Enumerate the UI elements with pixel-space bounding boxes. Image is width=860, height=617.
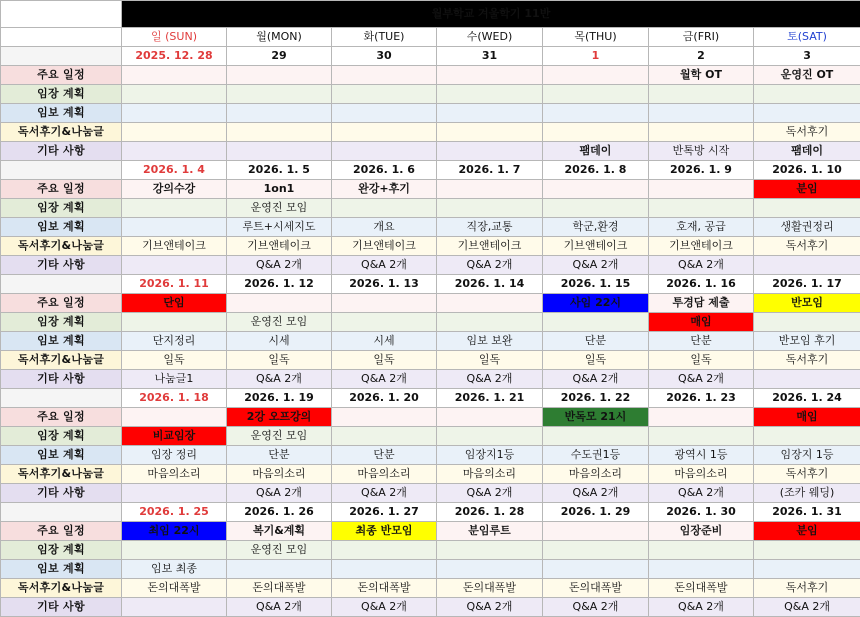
corner-cell[interactable] [1,1,122,28]
date-cell[interactable]: 31 [437,47,543,66]
schedule-cell[interactable]: 반모임 후기 [754,332,860,351]
date-cell[interactable]: 2026. 1. 4 [122,161,227,180]
schedule-cell[interactable] [754,313,860,332]
schedule-cell[interactable]: Q&A 2개 [227,256,332,275]
schedule-cell[interactable]: Q&A 2개 [227,598,332,617]
schedule-cell[interactable] [437,408,543,427]
schedule-cell[interactable]: Q&A 2개 [332,598,437,617]
day-header-sun[interactable]: 일 (SUN) [122,28,227,47]
schedule-cell[interactable] [332,123,437,142]
misc-row [1,142,860,161]
schedule-cell[interactable]: 반독모 21시 [543,408,649,427]
schedule-cell[interactable] [754,104,860,123]
schedule-cell[interactable] [122,256,227,275]
row-label[interactable]: 기타 사항 [1,484,122,503]
row-label[interactable]: 임장 계획 [1,427,122,446]
schedule-cell[interactable]: 돈의대폭발 [543,579,649,598]
schedule-cell[interactable]: 시세 [227,332,332,351]
schedule-cell[interactable] [122,484,227,503]
schedule-cell[interactable]: 독서후기 [754,579,860,598]
schedule-cell[interactable] [543,104,649,123]
schedule-cell[interactable]: Q&A 2개 [332,484,437,503]
date-cell[interactable]: 2026. 1. 28 [437,503,543,522]
schedule-cell[interactable] [122,85,227,104]
week-date-row [1,161,860,180]
schedule-cell[interactable]: 투경담 제출 [649,294,754,313]
row-label[interactable]: 기타 사항 [1,142,122,161]
date-cell[interactable]: 2026. 1. 10 [754,161,860,180]
book-review-row [1,579,860,598]
schedule-cell[interactable] [122,408,227,427]
date-cell[interactable]: 2026. 1. 25 [122,503,227,522]
schedule-cell[interactable]: 임장지 1등 [754,446,860,465]
schedule-cell[interactable] [649,104,754,123]
date-row-label[interactable] [1,47,122,66]
schedule-cell[interactable]: 기브앤테이크 [543,237,649,256]
schedule-cell[interactable]: 수도권1등 [543,446,649,465]
schedule-cell[interactable]: Q&A 2개 [754,598,860,617]
date-cell[interactable]: 2026. 1. 27 [332,503,437,522]
schedule-cell[interactable]: 기브앤테이크 [332,237,437,256]
row-label[interactable]: 독서후기&나눔글 [1,465,122,484]
date-cell[interactable]: 2026. 1. 20 [332,389,437,408]
schedule-cell[interactable]: 운영진 모임 [227,199,332,218]
schedule-cell[interactable]: 운영진 모임 [227,313,332,332]
row-label[interactable]: 주요 일정 [1,408,122,427]
date-cell[interactable]: 2026. 1. 6 [332,161,437,180]
schedule-cell[interactable]: Q&A 2개 [437,598,543,617]
schedule-cell[interactable] [122,142,227,161]
row-label[interactable]: 임장 계획 [1,85,122,104]
schedule-cell[interactable] [332,142,437,161]
week-date-row [1,503,860,522]
schedule-cell[interactable]: 팸데이 [543,142,649,161]
schedule-cell[interactable]: 1on1 [227,180,332,199]
schedule-cell[interactable]: 사임 22시 [543,294,649,313]
schedule-cell[interactable]: 최종 반모임 [332,522,437,541]
schedule-cell[interactable]: 일독 [227,351,332,370]
schedule-cell[interactable]: 일독 [649,351,754,370]
date-cell[interactable]: 2026. 1. 24 [754,389,860,408]
row-label[interactable]: 주요 일정 [1,180,122,199]
row-label[interactable]: 기타 사항 [1,598,122,617]
book-review-row [1,465,860,484]
schedule-cell[interactable] [543,427,649,446]
schedule-cell[interactable] [332,541,437,560]
schedule-cell[interactable]: Q&A 2개 [543,370,649,389]
schedule-cell[interactable]: 마음의소리 [649,465,754,484]
date-cell[interactable]: 2026. 1. 12 [227,275,332,294]
schedule-cell[interactable]: 분임 [754,522,860,541]
row-label[interactable]: 독서후기&나눔글 [1,351,122,370]
date-cell[interactable]: 2026. 1. 5 [227,161,332,180]
schedule-cell[interactable]: 운영진 모임 [227,427,332,446]
schedule-cell[interactable]: 단분 [227,446,332,465]
day-header-mon[interactable]: 월(MON) [227,28,332,47]
schedule-cell[interactable]: 독서후기 [754,351,860,370]
report-plan-row [1,446,860,465]
row-label[interactable]: 기타 사항 [1,256,122,275]
date-row-label[interactable] [1,161,122,180]
schedule-cell[interactable]: 마음의소리 [543,465,649,484]
schedule-cell[interactable]: Q&A 2개 [543,484,649,503]
schedule-cell[interactable]: 호재, 공급 [649,218,754,237]
schedule-cell[interactable] [437,142,543,161]
day-header-tue[interactable]: 화(TUE) [332,28,437,47]
row-label[interactable]: 임보 계획 [1,104,122,123]
schedule-cell[interactable] [543,66,649,85]
schedule-cell[interactable] [122,199,227,218]
misc-row [1,484,860,503]
schedule-cell[interactable] [227,66,332,85]
row-label[interactable]: 기타 사항 [1,370,122,389]
date-cell[interactable]: 2026. 1. 7 [437,161,543,180]
field-plan-row [1,199,860,218]
schedule-cell[interactable]: 기브앤테이크 [437,237,543,256]
row-label[interactable]: 임보 계획 [1,332,122,351]
row-label[interactable]: 임보 계획 [1,446,122,465]
schedule-cell[interactable] [649,123,754,142]
schedule-cell[interactable]: 일독 [332,351,437,370]
schedule-cell[interactable] [332,294,437,313]
date-cell[interactable]: 2025. 12. 28 [122,47,227,66]
schedule-cell[interactable]: 직장,교통 [437,218,543,237]
schedule-cell[interactable]: 단분 [543,332,649,351]
schedule-cell[interactable] [649,85,754,104]
schedule-cell[interactable] [332,560,437,579]
schedule-cell[interactable] [649,560,754,579]
schedule-cell[interactable] [227,104,332,123]
row-label[interactable]: 임장 계획 [1,313,122,332]
schedule-cell[interactable] [649,199,754,218]
schedule-cell[interactable]: 월학 OT [649,66,754,85]
date-row-label[interactable] [1,275,122,294]
schedule-cell[interactable] [437,85,543,104]
schedule-cell[interactable]: 임장지1등 [437,446,543,465]
schedule-cell[interactable]: 매임 [649,313,754,332]
main-schedule-row [1,180,860,199]
date-cell[interactable]: 2026. 1. 8 [543,161,649,180]
day-header-sat[interactable]: 토(SAT) [754,28,860,47]
schedule-cell[interactable]: 독서후기 [754,237,860,256]
field-plan-row [1,541,860,560]
schedule-cell[interactable]: Q&A 2개 [332,370,437,389]
report-plan-row [1,332,860,351]
schedule-cell[interactable]: 단임 [122,294,227,313]
schedule-cell[interactable]: 임장 정리 [122,446,227,465]
book-review-row [1,123,860,142]
schedule-cell[interactable]: 돈의대폭발 [649,579,754,598]
schedule-cell[interactable] [437,104,543,123]
schedule-cell[interactable]: 생활권정리 [754,218,860,237]
main-schedule-row [1,294,860,313]
schedule-cell[interactable]: 나눔글1 [122,370,227,389]
schedule-cell[interactable]: 단지정리 [122,332,227,351]
schedule-cell[interactable] [754,541,860,560]
date-cell[interactable]: 2026. 1. 11 [122,275,227,294]
schedule-cell[interactable] [332,408,437,427]
schedule-cell[interactable]: 돈의대폭발 [122,579,227,598]
main-schedule-row [1,522,860,541]
schedule-cell[interactable] [122,313,227,332]
schedule-cell[interactable]: 일독 [437,351,543,370]
schedule-cell[interactable]: 단분 [332,446,437,465]
date-cell[interactable]: 2026. 1. 16 [649,275,754,294]
schedule-cell[interactable]: 매임 [754,408,860,427]
schedule-cell[interactable]: 비교임장 [122,427,227,446]
schedule-cell[interactable]: 학군,환경 [543,218,649,237]
date-cell[interactable]: 2026. 1. 21 [437,389,543,408]
schedule-cell[interactable]: 독서후기 [754,465,860,484]
date-cell[interactable]: 2026. 1. 23 [649,389,754,408]
schedule-cell[interactable]: 마음의소리 [437,465,543,484]
schedule-cell[interactable]: (조카 웨딩) [754,484,860,503]
schedule-cell[interactable] [332,85,437,104]
title-row [1,1,860,28]
schedule-cell[interactable] [437,560,543,579]
field-plan-row [1,427,860,446]
row-label[interactable]: 주요 일정 [1,522,122,541]
sheet-title: 월부학교 겨울학기 11반 [122,1,860,28]
schedule-cell[interactable] [437,123,543,142]
schedule-cell[interactable] [332,104,437,123]
schedule-cell[interactable]: 일독 [543,351,649,370]
schedule-cell[interactable]: 기브앤테이크 [649,237,754,256]
schedule-cell[interactable] [122,66,227,85]
schedule-cell[interactable]: Q&A 2개 [437,484,543,503]
schedule-cell[interactable] [437,66,543,85]
schedule-cell[interactable] [122,218,227,237]
week-date-row [1,389,860,408]
day-header-row [1,28,860,47]
report-plan-row [1,218,860,237]
main-schedule-row [1,408,860,427]
schedule-cell[interactable]: Q&A 2개 [543,598,649,617]
day-header-thu[interactable]: 목(THU) [543,28,649,47]
schedule-cell[interactable] [543,560,649,579]
schedule-cell[interactable] [754,199,860,218]
row-label[interactable]: 독서후기&나눔글 [1,237,122,256]
schedule-cell[interactable] [332,313,437,332]
schedule-cell[interactable] [543,85,649,104]
schedule-cell[interactable] [227,85,332,104]
schedule-cell[interactable] [227,294,332,313]
schedule-cell[interactable] [332,199,437,218]
schedule-cell[interactable] [332,66,437,85]
date-row-label[interactable] [1,389,122,408]
schedule-cell[interactable]: 반톡방 시작 [649,142,754,161]
date-cell[interactable]: 2 [649,47,754,66]
schedule-cell[interactable] [543,123,649,142]
schedule-cell[interactable]: 광역시 1등 [649,446,754,465]
schedule-cell[interactable] [122,104,227,123]
row-label[interactable]: 주요 일정 [1,294,122,313]
schedule-cell[interactable]: Q&A 2개 [649,598,754,617]
week-date-row [1,47,860,66]
schedule-cell[interactable] [754,427,860,446]
date-cell[interactable]: 30 [332,47,437,66]
schedule-cell[interactable]: 임보 최종 [122,560,227,579]
date-cell[interactable]: 29 [227,47,332,66]
schedule-cell[interactable]: 반모임 [754,294,860,313]
schedule-cell[interactable]: Q&A 2개 [227,484,332,503]
row-label[interactable]: 임장 계획 [1,541,122,560]
date-cell[interactable]: 2026. 1. 22 [543,389,649,408]
misc-row [1,256,860,275]
date-cell[interactable]: 2026. 1. 29 [543,503,649,522]
schedule-cell[interactable]: 기브앤테이크 [122,237,227,256]
schedule-cell[interactable]: 팸데이 [754,142,860,161]
schedule-cell[interactable]: 최임 22시 [122,522,227,541]
book-review-row [1,237,860,256]
schedule-cell[interactable]: Q&A 2개 [437,370,543,389]
row-label[interactable]: 임장 계획 [1,199,122,218]
schedule-cell[interactable]: 강의수강 [122,180,227,199]
schedule-cell[interactable] [437,294,543,313]
schedule-cell[interactable] [227,142,332,161]
schedule-cell[interactable]: 마음의소리 [332,465,437,484]
schedule-cell[interactable]: 돈의대폭발 [227,579,332,598]
schedule-cell[interactable] [754,256,860,275]
schedule-cell[interactable] [649,408,754,427]
schedule-cell[interactable] [437,199,543,218]
field-plan-row [1,313,860,332]
schedule-cell[interactable] [332,427,437,446]
row-label[interactable]: 주요 일정 [1,66,122,85]
date-cell[interactable]: 2026. 1. 30 [649,503,754,522]
report-plan-row [1,104,860,123]
schedule-cell[interactable]: 임장준비 [649,522,754,541]
corner-cell[interactable] [1,28,122,47]
schedule-cell[interactable] [543,522,649,541]
main-schedule-row [1,66,860,85]
schedule-cell[interactable] [122,123,227,142]
date-cell[interactable]: 2026. 1. 19 [227,389,332,408]
schedule-cell[interactable]: 복기&계획 [227,522,332,541]
schedule-cell[interactable] [437,427,543,446]
schedule-cell[interactable] [754,85,860,104]
schedule-cell[interactable]: Q&A 2개 [437,256,543,275]
date-cell[interactable]: 2026. 1. 9 [649,161,754,180]
schedule-cell[interactable]: Q&A 2개 [649,370,754,389]
schedule-cell[interactable]: Q&A 2개 [543,256,649,275]
schedule-cell[interactable]: 돈의대폭발 [332,579,437,598]
day-header-fri[interactable]: 금(FRI) [649,28,754,47]
schedule-cell[interactable]: Q&A 2개 [332,256,437,275]
schedule-cell[interactable] [122,541,227,560]
schedule-cell[interactable] [227,560,332,579]
schedule-cell[interactable] [649,180,754,199]
book-review-row [1,351,860,370]
schedule-cell[interactable]: 돈의대폭발 [437,579,543,598]
schedule-cell[interactable] [543,199,649,218]
schedule-cell[interactable] [754,560,860,579]
field-plan-row [1,85,860,104]
schedule-cell[interactable]: 운영진 모임 [227,541,332,560]
schedule-cell[interactable] [543,313,649,332]
row-label[interactable]: 독서후기&나눔글 [1,123,122,142]
schedule-cell[interactable]: Q&A 2개 [649,484,754,503]
schedule-cell[interactable]: 운영진 OT [754,66,860,85]
schedule-cell[interactable] [649,427,754,446]
date-cell[interactable]: 1 [543,47,649,66]
schedule-cell[interactable] [437,180,543,199]
date-row-label[interactable] [1,503,122,522]
schedule-cell[interactable]: 임보 보완 [437,332,543,351]
schedule-cell[interactable]: 루트+시세지도 [227,218,332,237]
row-label[interactable]: 임보 계획 [1,560,122,579]
schedule-cell[interactable]: 분임 [754,180,860,199]
week-date-row [1,275,860,294]
date-cell[interactable]: 2026. 1. 14 [437,275,543,294]
schedule-cell[interactable]: 일독 [122,351,227,370]
schedule-cell[interactable]: 개요 [332,218,437,237]
schedule-cell[interactable] [543,541,649,560]
date-cell[interactable]: 2026. 1. 13 [332,275,437,294]
schedule-cell[interactable]: 단분 [649,332,754,351]
date-cell[interactable]: 2026. 1. 18 [122,389,227,408]
schedule-cell[interactable] [227,123,332,142]
row-label[interactable]: 독서후기&나눔글 [1,579,122,598]
schedule-cell[interactable]: 기브앤테이크 [227,237,332,256]
schedule-cell[interactable] [543,180,649,199]
date-cell[interactable]: 2026. 1. 26 [227,503,332,522]
day-header-wed[interactable]: 수(WED) [437,28,543,47]
schedule-cell[interactable]: 마음의소리 [122,465,227,484]
schedule-cell[interactable]: 독서후기 [754,123,860,142]
schedule-cell[interactable] [437,541,543,560]
schedule-cell[interactable] [437,313,543,332]
date-cell[interactable]: 2026. 1. 15 [543,275,649,294]
misc-row [1,370,860,389]
date-cell[interactable]: 2026. 1. 17 [754,275,860,294]
schedule-cell[interactable]: 마음의소리 [227,465,332,484]
schedule-cell[interactable]: 2강 오프강의 [227,408,332,427]
schedule-cell[interactable] [649,541,754,560]
schedule-cell[interactable] [754,370,860,389]
schedule-cell[interactable]: 시세 [332,332,437,351]
schedule-cell[interactable]: 완강+후기 [332,180,437,199]
date-cell[interactable]: 3 [754,47,860,66]
schedule-cell[interactable]: Q&A 2개 [227,370,332,389]
row-label[interactable]: 임보 계획 [1,218,122,237]
schedule-cell[interactable]: 분임루트 [437,522,543,541]
report-plan-row [1,560,860,579]
date-cell[interactable]: 2026. 1. 31 [754,503,860,522]
schedule-cell[interactable]: Q&A 2개 [649,256,754,275]
